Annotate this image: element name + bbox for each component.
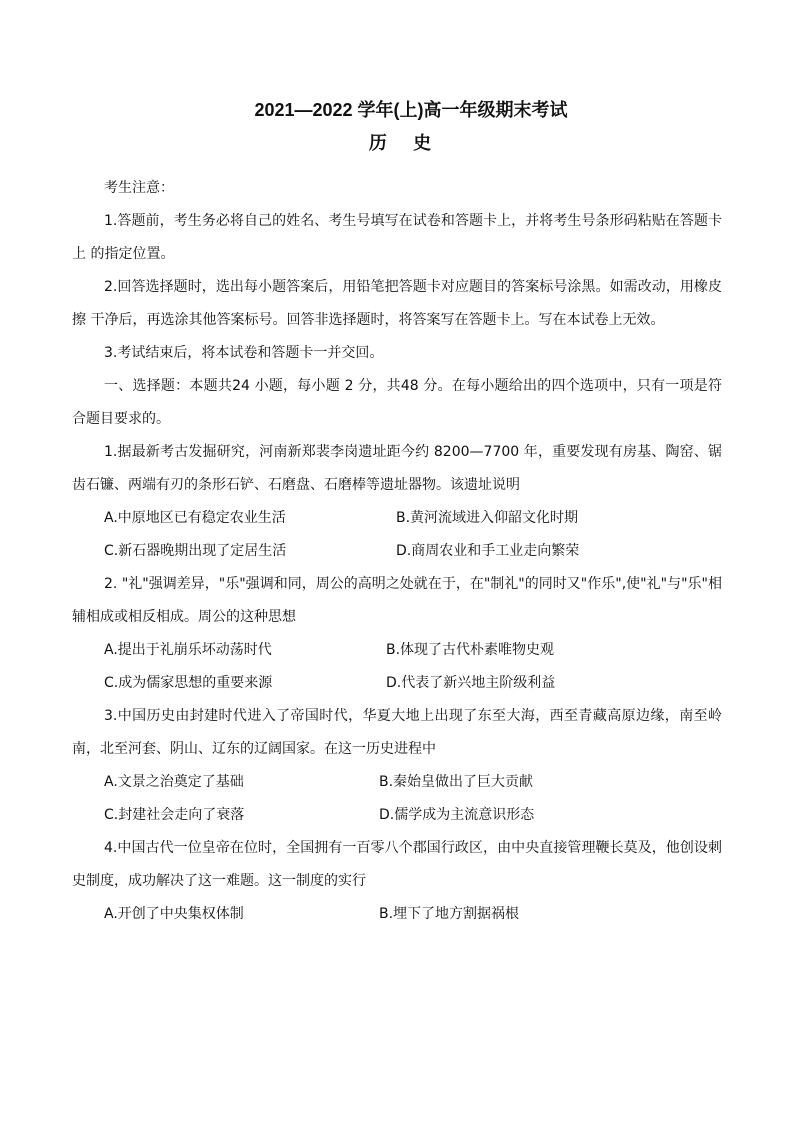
subject-title: 历 史 <box>368 133 442 154</box>
option-b: B.体现了古代朴素唯物史观 <box>386 642 555 658</box>
question-stem: 2. "礼"强调差异，"乐"强调和同，周公的高明之处就在于，在"制礼"的同时又"作乐",使"礼"与"乐"相辅相成或相反相成。周公的这种思想 <box>72 576 722 625</box>
question-stem: 4.中国古代一位皇帝在位时，全国拥有一百零八个郡国行政区，由中央直接管理鞭长莫及，他创设刺史制度，成功解决了这一难题。这一制度的实行 <box>72 840 722 889</box>
option-a: A.中原地区已有稳定农业生活 <box>104 510 286 526</box>
exam-title: 2021—2022 学年(上)高一年级期末考试 <box>254 100 568 120</box>
notice-heading: 考生注意： <box>104 180 174 196</box>
option-a: A.开创了中央集权体制 <box>104 906 244 922</box>
option-c: C.封建社会走向了衰落 <box>104 807 245 823</box>
option-b: B.黄河流域进入仰韶文化时期 <box>396 510 579 526</box>
option-a: A.文景之治奠定了基础 <box>104 774 244 790</box>
notice-item: 1.答题前，考生务必将自己的姓名、考生号填写在试卷和答题卡上，并将考生号条形码粘贴在答题卡上 的指定位置。 <box>72 213 722 262</box>
option-row <box>72 634 722 667</box>
option-row <box>72 535 722 568</box>
option-row <box>72 667 722 700</box>
question-stem: 1.据最新考古发掘研究，河南新郑裴李岗遗址距今约 8200—7700 年，重要发现有房基、陶窑、锯齿石镰、两端有刃的条形石铲、石磨盘、石磨棒等遗址器物。该遗址说明 <box>72 444 722 493</box>
option-b: B.秦始皇做出了巨大贡献 <box>379 774 534 790</box>
notice-item: 2.回答选择题时，选出每小题答案后，用铅笔把答题卡对应题目的答案标号涂黑。如需改动，用橡皮擦 干净后，再选涂其他答案标号。回答非选择题时，将答案写在答题卡上。写在本试卷上无效。 <box>72 279 722 328</box>
option-c: C.成为儒家思想的重要来源 <box>104 675 273 691</box>
option-d: D.儒学成为主流意识形态 <box>379 807 535 823</box>
option-d: D.代表了新兴地主阶级利益 <box>386 675 556 691</box>
option-row <box>72 898 722 931</box>
option-d: D.商周农业和手工业走向繁荣 <box>396 543 580 559</box>
option-row <box>72 799 722 832</box>
option-b: B.埋下了地方割据祸根 <box>379 906 520 922</box>
exam-body <box>72 172 722 931</box>
notice-item: 3.考试结束后，将本试卷和答题卡一并交回。 <box>104 345 384 361</box>
section-instructions: 一、选择题：本题共24 小题，每小题 2 分，共48 分。在每小题给出的四个选项中，只有一项是符合题目要求的。 <box>72 378 722 427</box>
option-c: C.新石器晚期出现了定居生活 <box>104 543 287 559</box>
option-a: A.提出于礼崩乐坏动荡时代 <box>104 642 272 658</box>
question-stem: 3.中国历史由封建时代进入了帝国时代，华夏大地上出现了东至大海，西至青藏高原边缘，南至岭南，北至河套、阴山、辽东的辽阔国家。在这一历史进程中 <box>72 708 722 757</box>
option-row <box>72 766 722 799</box>
option-row <box>72 502 722 535</box>
